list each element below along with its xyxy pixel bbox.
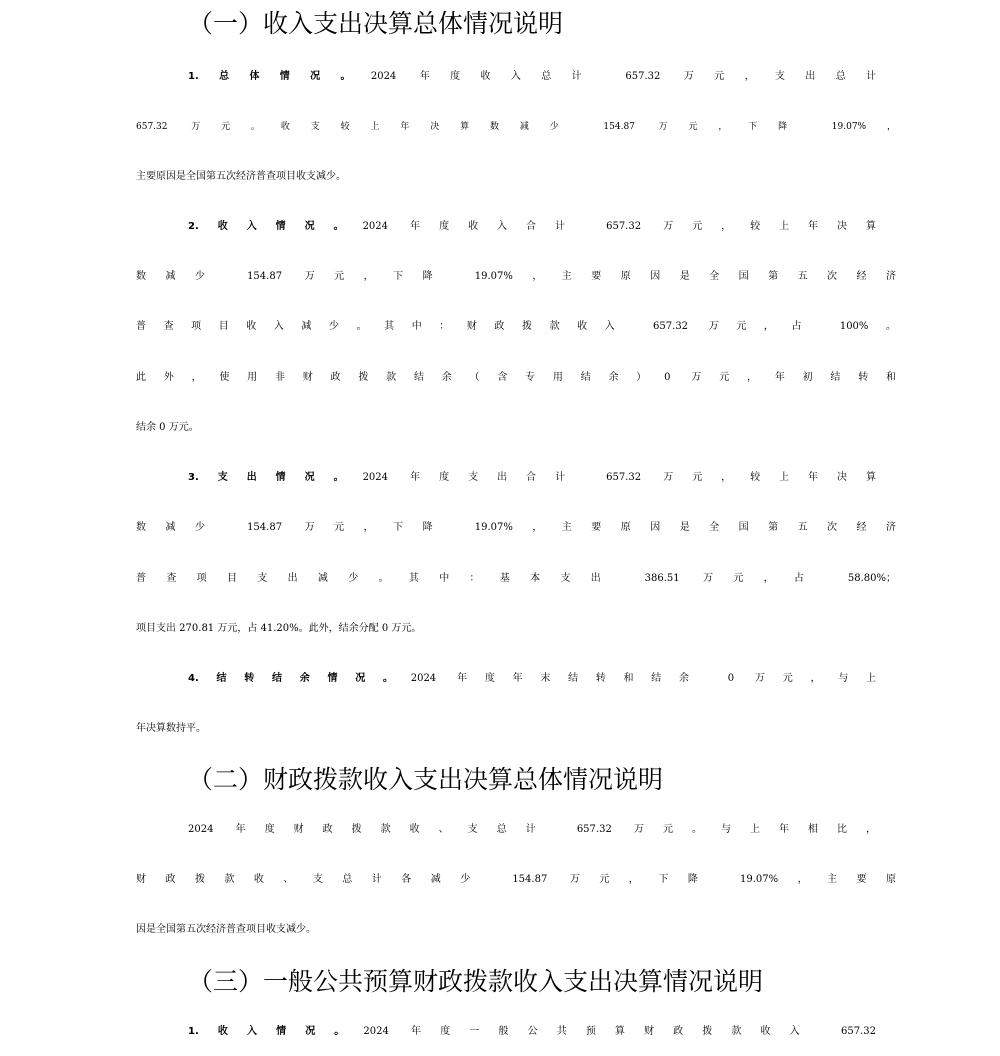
paragraph-label: 1.收入情况。	[188, 1026, 364, 1037]
paragraph-income-line-2: 数减少 154.87 万元，下降 19.07%，主要原因是全国第五次经济	[136, 271, 896, 282]
paragraph-overall-line-1	[188, 57, 876, 97]
paragraph-label: 4.结转结余情况。	[188, 673, 411, 684]
paragraph-fiscal-line-2: 财政拨款收、支总计各减少 154.87 万元，下降 19.07%，主要原	[136, 874, 896, 885]
paragraph-balance-line-1	[188, 659, 876, 699]
paragraph-label: 3.支出情况。	[188, 472, 363, 483]
paragraph-income-line-1	[188, 207, 876, 247]
paragraph-fiscal-line-1: 2024 年度财政拨款收、支总计 657.32 万元。与上年相比，	[188, 824, 876, 835]
paragraph-expense-line-1	[188, 458, 876, 498]
paragraph-income-line-3: 普查项目收入减少。其中：财政拨款收入 657.32 万元，占 100%。	[136, 321, 896, 332]
paragraph-expense-line-4: 项目支出 270.81 万元，占 41.20%。此外，结余分配 0 万元。	[136, 623, 422, 634]
section-heading-2: （二）财政拨款收入支出决算总体情况说明	[188, 765, 664, 794]
section-heading-1: （一）收入支出决算总体情况说明	[188, 9, 564, 38]
paragraph-public-budget-line-1	[188, 1012, 876, 1052]
paragraph-income-line-4: 此外，使用非财政拨款结余（含专用结余）0 万元，年初结转和	[136, 372, 896, 383]
paragraph-income-line-5: 结余 0 万元。	[136, 422, 199, 433]
paragraph-text: 2024 年度支出合计 657.32 万元，较上年决算	[362, 472, 876, 483]
paragraph-expense-line-2: 数减少 154.87 万元，下降 19.07%，主要原因是全国第五次经济	[136, 522, 896, 533]
paragraph-balance-line-2: 年决算数持平。	[136, 723, 206, 734]
section-heading-3: （三）一般公共预算财政拨款收入支出决算情况说明	[188, 967, 764, 996]
paragraph-text: 2024 年度收入总计 657.32 万元，支出总计	[370, 71, 876, 82]
paragraph-text: 2024 年度年末结转和结余 0 万元，与上	[410, 673, 876, 684]
paragraph-overall-line-2: 657.32 万元。收支较上年决算数减少 154.87 万元，下降 19.07%，	[136, 122, 896, 132]
paragraph-text: 2024 年度收入合计 657.32 万元，较上年决算	[362, 221, 876, 232]
paragraph-label: 2.收入情况。	[188, 221, 363, 232]
paragraph-text: 2024 年度一般公共预算财政拨款收入 657.32	[363, 1026, 876, 1037]
paragraph-overall-line-3: 主要原因是全国第五次经济普查项目收支减少。	[136, 171, 346, 182]
paragraph-label: 1.总体情况。	[188, 71, 371, 82]
paragraph-fiscal-line-3: 因是全国第五次经济普查项目收支减少。	[136, 924, 316, 935]
paragraph-expense-line-3: 普查项目支出减少。其中：基本支出 386.51 万元，占 58.80%；	[136, 573, 896, 584]
